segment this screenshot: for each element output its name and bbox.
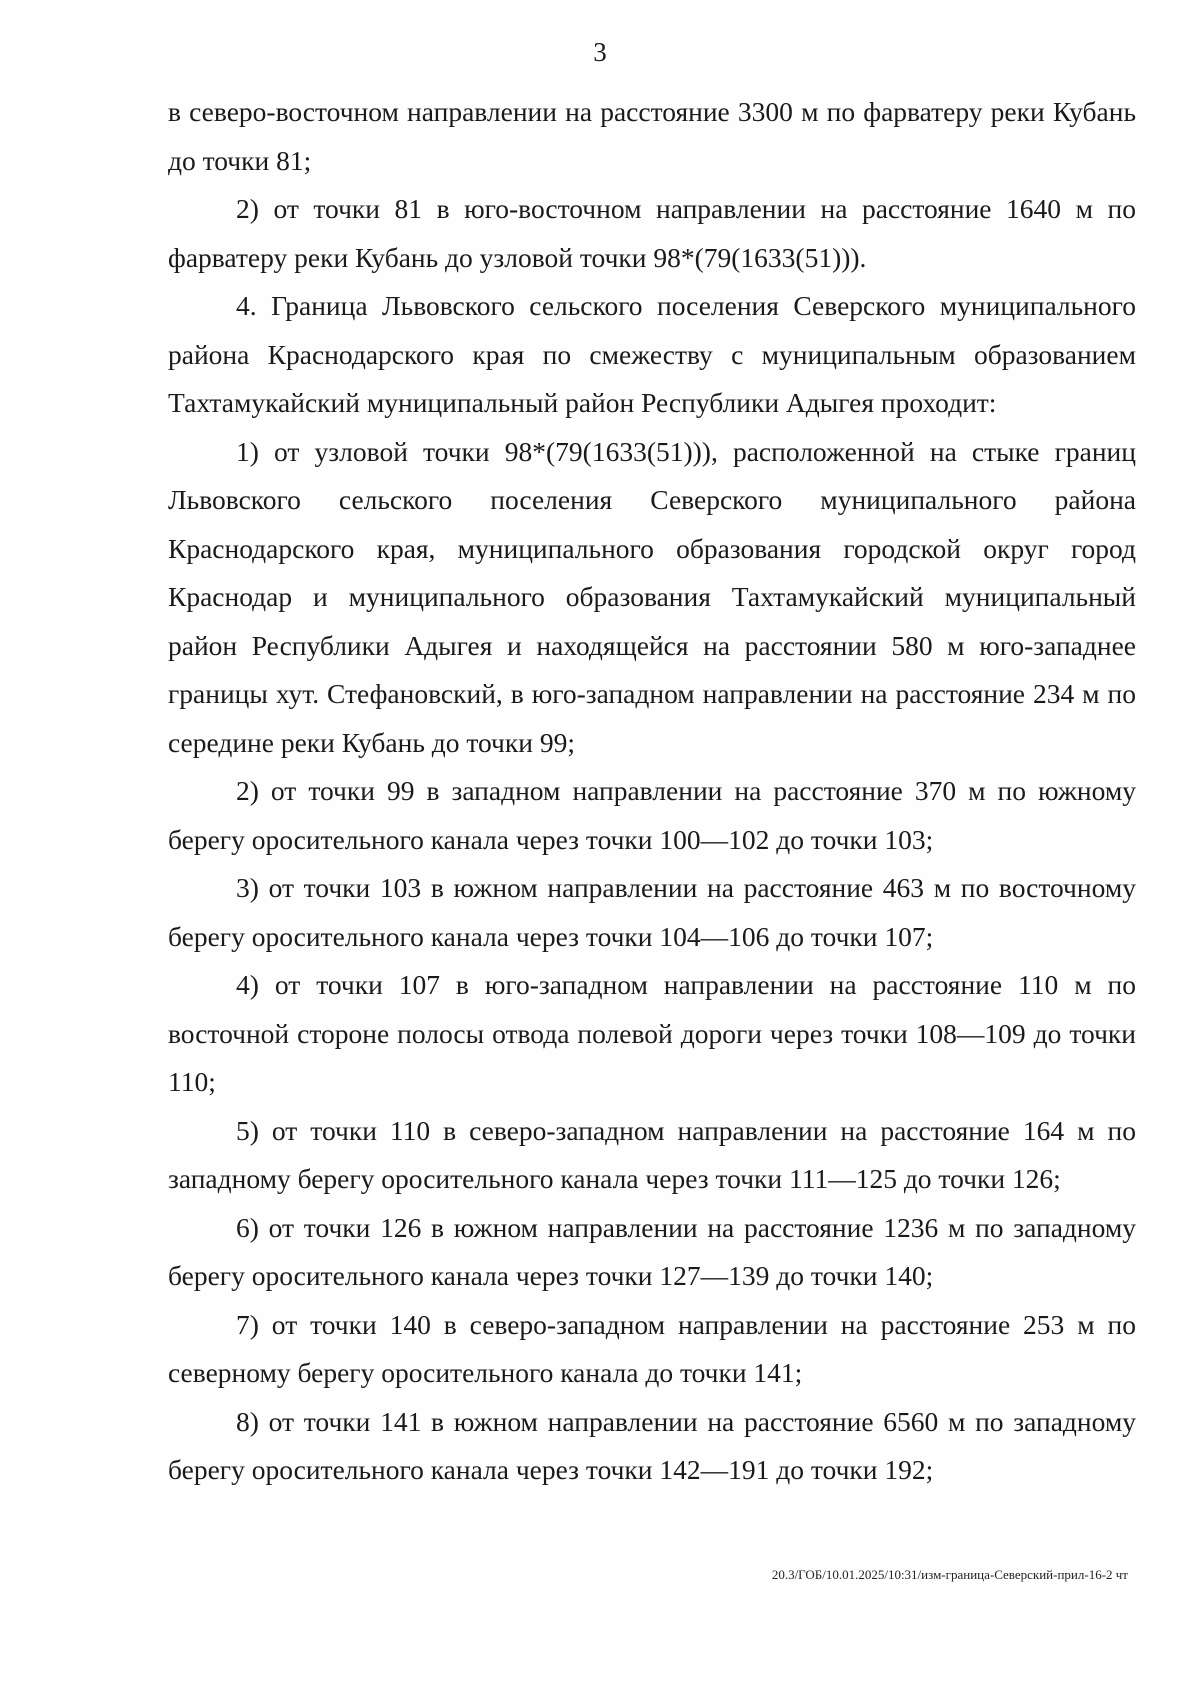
paragraph-item: 4) от точки 107 в юго-западном направлении на расстояние 110 м по восточной стороне полосы отвода полевой дороги через точки 108—109 до точки 110; (168, 969, 1136, 1097)
paragraph-item: 6) от точки 126 в южном направлении на расстояние 1236 м по западному берегу оросительного канала через точки 127—139 до точки 140; (168, 1211, 1136, 1291)
paragraph-continuation: в северо-восточном направлении на расстояние 3300 м по фарватеру реки Кубань до точки 81; (168, 96, 1136, 176)
page-number: 3 (593, 37, 607, 67)
paragraph-item: 2) от точки 81 в юго-восточном направлении на расстояние 1640 м по фарватеру реки Кубань до узловой точки 98*(79(1633(51))). (168, 193, 1136, 273)
paragraph-item: 1) от узловой точки 98*(79(1633(51))), расположенной на стыке границ Львовского сельского поселения Северского муниципального района Краснодарского края, муниципального образования городской округ город Краснодар и муниципального образования Тахтамукайский муниципальный район Республики Адыгея и находящейся на расстоянии 580 м юго-западнее границы хут. Стефановский, в юго-западном направлении на расстояние 234 м по середине реки Кубань до точки 99; (168, 435, 1136, 758)
paragraph-section-heading: 4. Граница Львовского сельского поселения Северского муниципального района Краснодарского края по смежеству с муниципальным образованием Тахтамукайский муниципальный район Республики Адыгея проходит: (168, 290, 1136, 418)
paragraph-item: 5) от точки 110 в северо-западном направлении на расстояние 164 м по западному берегу оросительного канала через точки 111—125 до точки 126; (168, 1114, 1136, 1194)
paragraph-item: 8) от точки 141 в южном направлении на расстояние 6560 м по западному берегу оросительного канала через точки 142—191 до точки 192; (168, 1405, 1136, 1485)
document-reference-footer: 20.3/ГОБ/10.01.2025/10:31/изм-граница-Северский-прил-16-2 чт (771, 1567, 1128, 1582)
paragraph-item: 2) от точки 99 в западном направлении на расстояние 370 м по южному берегу оросительного канала через точки 100—102 до точки 103; (168, 775, 1136, 855)
paragraph-item: 3) от точки 103 в южном направлении на расстояние 463 м по восточному берегу оросительного канала через точки 104—106 до точки 107; (168, 872, 1136, 952)
paragraph-item: 7) от точки 140 в северо-западном направлении на расстояние 253 м по северному берегу оросительного канала до точки 141; (168, 1308, 1136, 1388)
document-body (168, 88, 1136, 1495)
